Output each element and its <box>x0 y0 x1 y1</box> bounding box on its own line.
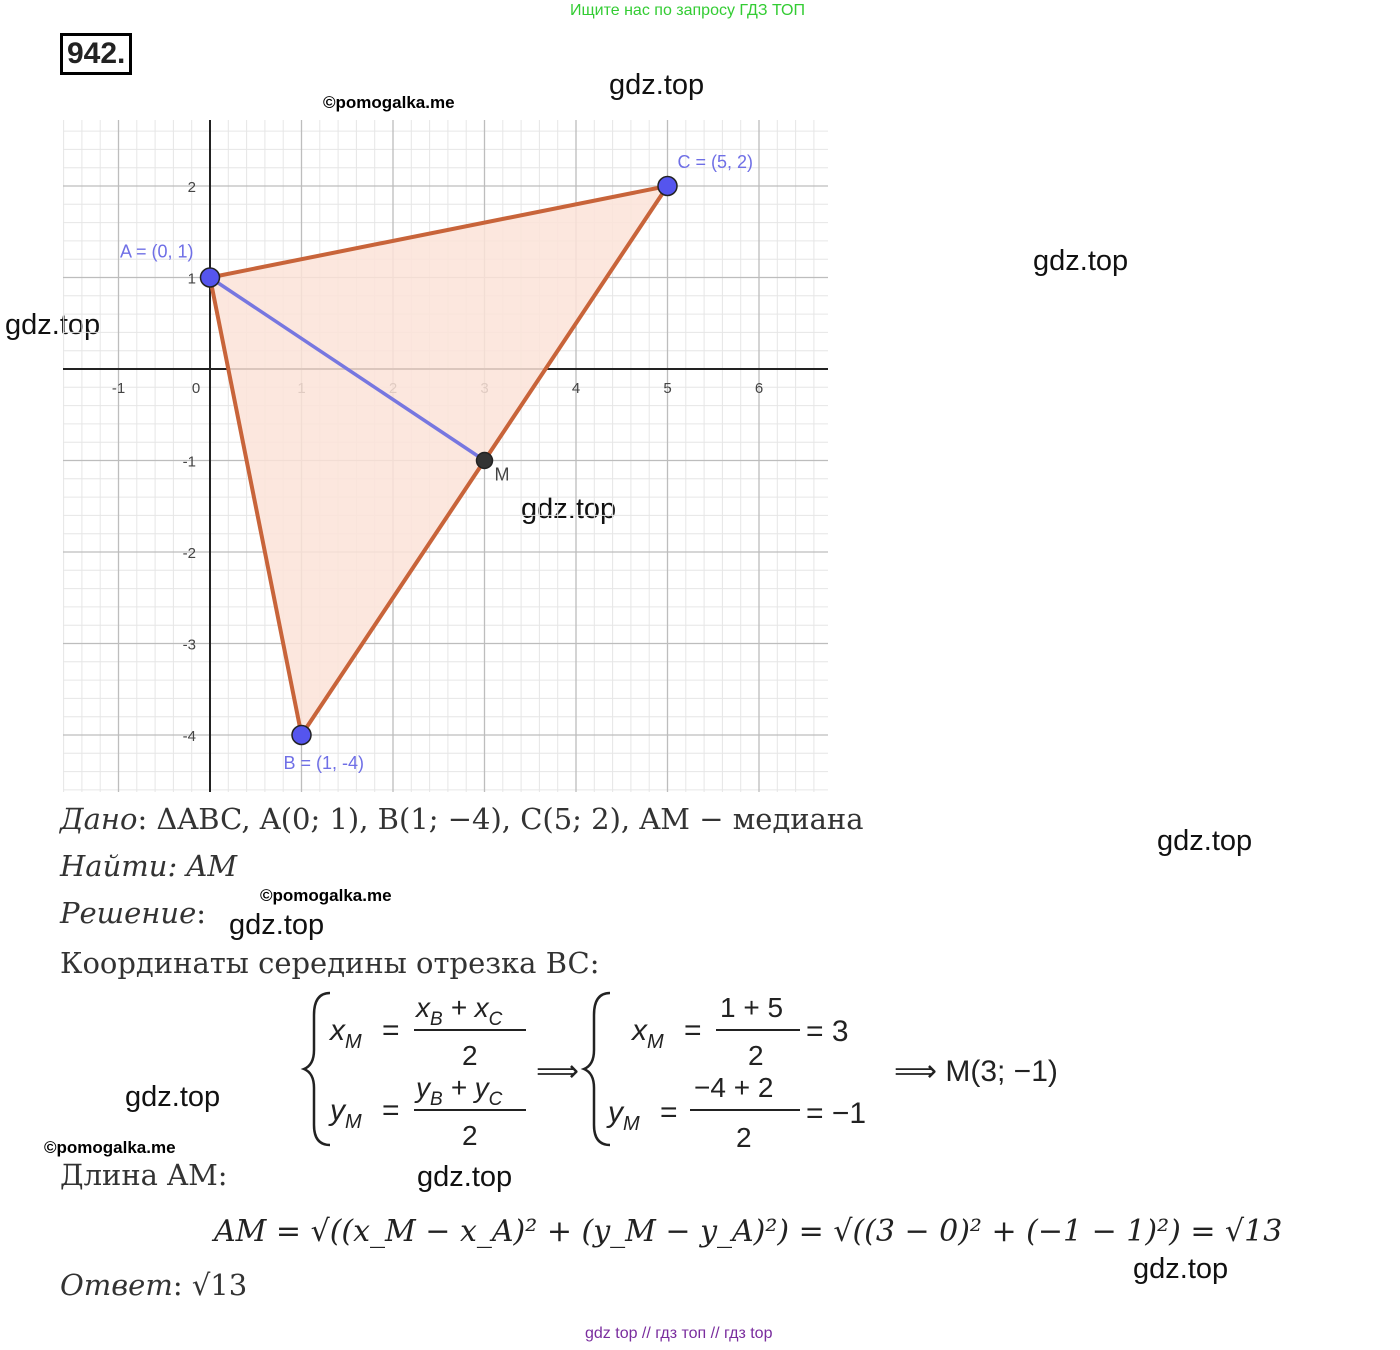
x-tick-label: -1 <box>111 380 126 397</box>
y-tick-label: -1 <box>182 453 196 471</box>
left-brace-1 <box>304 993 330 1145</box>
top-banner: Ищите нас по запросу ГДЗ ТОП <box>570 2 805 19</box>
ym-denominator: 2 <box>462 1120 478 1151</box>
point-label-m: M <box>494 464 510 485</box>
eq-sign: = <box>684 1014 702 1047</box>
gdz-watermark: gdz.top <box>1157 825 1253 857</box>
xm-numerator-2: 1 + 5 <box>720 992 784 1023</box>
point-label-c: C = (5, 2) <box>677 152 754 172</box>
solution-label: Решение <box>60 896 197 930</box>
midpoint-heading: Координаты середины отрезка BC: <box>60 946 600 980</box>
x-tick-label: 4 <box>571 380 581 397</box>
find-value: : AM <box>167 849 238 883</box>
length-heading: Длина AM: <box>60 1158 228 1192</box>
point-a <box>201 268 220 287</box>
midpoint-formulas <box>300 985 1120 1155</box>
ym-lhs: $y_M$ <box>330 1094 362 1133</box>
ym-lhs-2: $y_M$ <box>608 1096 640 1135</box>
answer-value: : √13 <box>172 1268 248 1302</box>
y-tick-label: 1 <box>187 270 196 288</box>
point-c <box>658 177 677 196</box>
ym-denominator-2: 2 <box>736 1122 752 1153</box>
xm-denominator: 2 <box>462 1040 478 1071</box>
find-label: Найти <box>60 849 168 883</box>
point-label-a: A = (0, 1) <box>120 241 194 262</box>
am-formula: AM = √((x_M − x_A)² + (y_M − y_A)²) = √((3 − 0)² + (−1 − 1)²) = √13 <box>214 1214 1283 1249</box>
solution-line <box>60 896 206 930</box>
y-tick-label: -2 <box>182 545 196 562</box>
eq-sign: = <box>382 1014 400 1047</box>
x-tick-label: 6 <box>754 380 764 397</box>
eq-sign: = <box>382 1094 400 1127</box>
x-tick-label: 0 <box>191 380 201 397</box>
eq-sign: = <box>660 1096 678 1129</box>
pomogalka-watermark: ©pomogalka.me <box>44 1138 176 1157</box>
left-brace-2 <box>584 993 610 1145</box>
m-result: ⟹ M(3; −1) <box>894 1055 1058 1088</box>
gdz-watermark: gdz.top <box>417 1161 513 1193</box>
gdz-watermark: gdz.top <box>5 309 101 341</box>
given-label: Дано <box>60 802 138 836</box>
solution-colon: : <box>196 896 207 930</box>
gdz-watermark: gdz.top <box>229 909 325 941</box>
answer-label: Ответ <box>60 1268 173 1302</box>
gdz-watermark: gdz.top <box>1133 1253 1229 1285</box>
ym-numerator: $y_B + y_C$ <box>416 1072 503 1110</box>
xm-lhs-2: $x_M$ <box>632 1014 664 1053</box>
gdz-watermark: gdz.top <box>125 1081 221 1113</box>
gdz-watermark: gdz.top <box>521 493 617 525</box>
x-tick-label: 5 <box>663 380 672 397</box>
xm-numerator: $x_B + x_C$ <box>416 992 503 1030</box>
xm-result: = 3 <box>806 1015 849 1048</box>
y-tick-label: -3 <box>182 636 196 654</box>
y-tick-label: 2 <box>187 179 196 196</box>
pomogalka-watermark: ©pomogalka.me <box>323 93 455 112</box>
implies-arrow: ⟹ <box>536 1055 580 1088</box>
gdz-watermark: gdz.top <box>1033 245 1129 277</box>
point-label-b: B = (1, -4) <box>283 753 365 773</box>
ym-result: = −1 <box>806 1097 867 1130</box>
answer-line <box>60 1268 247 1302</box>
xm-lhs: $x_M$ <box>330 1014 362 1053</box>
given-value: : ΔABC, A(0; 1), B(1; −4), C(5; 2), AM − медиана <box>137 802 864 836</box>
footer-links: gdz top // гдз топ // гдз top <box>585 1325 773 1342</box>
gdz-watermark: gdz.top <box>609 69 705 101</box>
problem-number: 942. <box>60 33 132 75</box>
pomogalka-watermark: ©pomogalka.me <box>260 886 392 905</box>
xm-denominator-2: 2 <box>748 1040 764 1071</box>
find-line <box>60 849 237 883</box>
point-m <box>477 453 493 469</box>
given-line <box>60 802 864 836</box>
y-tick-label: -4 <box>182 728 196 745</box>
point-b <box>292 726 311 745</box>
ym-numerator-2: −4 + 2 <box>694 1072 774 1103</box>
